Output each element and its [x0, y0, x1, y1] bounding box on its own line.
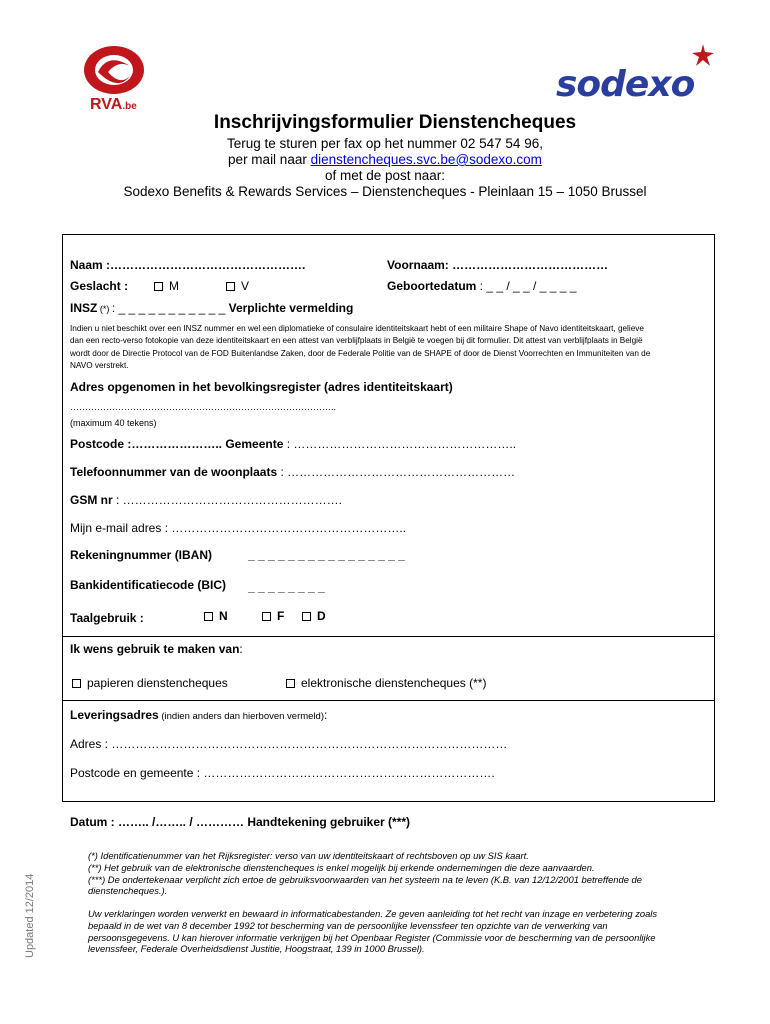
privacy-notice: Uw verklaringen worden verwerkt en bewaard in informaticabestanden. Ze geven aanleiding tot het recht van inzage en verbetering zoals bepaald in de wet van 8 december 1992 tot bescherming van de persoonlijke levenssfeer ten opzichte van de verwerking van persoonsgegevens. U kan hierover informatie verkrijgen bij het Openbaar Register (Commissie voor de bescherming van de persoonlijke levenssfeer, Federale Overheidsdienst Justitie, Hoogstraat, 139 in 1000 Brussel).	[88, 908, 658, 955]
datum-handtekening-field[interactable]: Datum : …….. /…….. / ………… Handtekening gebruiker (***)	[70, 815, 411, 829]
geboortedatum-field[interactable]: Geboortedatum : _ _ / _ _ / _ _ _ _	[387, 279, 577, 293]
header-line-fax: Terug te sturen per fax op het nummer 02 547 54 96,	[227, 136, 543, 151]
rva-swirl-icon	[78, 42, 158, 102]
gebruik-title: Ik wens gebruik te maken van:	[70, 642, 243, 656]
geslacht-label: Geslacht :	[70, 279, 129, 293]
header-line-address: Sodexo Benefits & Rewards Services – Dienstencheques - Pleinlaan 15 – 1050 Brussel	[123, 184, 647, 199]
checkbox-icon[interactable]	[286, 679, 295, 688]
iban-label: Rekeningnummer (IBAN)	[70, 548, 213, 562]
geslacht-v-option[interactable]: V	[226, 279, 249, 293]
header-line-mail: per mail naar dienstencheques.svc.be@sodexo.com	[228, 152, 542, 167]
elektronisch-option[interactable]: elektronische dienstencheques (**)	[286, 676, 486, 690]
page-title: Inschrijvingsformulier Dienstencheques	[213, 112, 577, 133]
iban-field[interactable]: _ _ _ _ _ _ _ _ _ _ _ _ _ _ _ _	[248, 548, 405, 562]
footnote-2: (**) Het gebruik van de elektronische dienstencheques is enkel mogelijk bij erkende ondernemingen die deze aanvaarden.	[88, 861, 595, 873]
levering-postcode-field[interactable]: Postcode en gemeente : ……………………………………………………………….	[70, 766, 495, 780]
rva-label: RVA.be	[90, 96, 137, 113]
adres-max-note: (maximum 40 tekens)	[70, 418, 157, 428]
header-line-post: of met de post naar:	[324, 168, 446, 183]
footnote-1: (*) Identificatienummer van het Rijksregister: verso van uw identiteitskaart of rechtsboven op uw SIS kaart.	[88, 850, 529, 861]
footnote-3: (***) De ondertekenaar verplicht zich ertoe de gebruiksvoorwaarden van het systeem na te leven (K.B. van 12/12/2001 betreffende de dienstencheques.).	[88, 873, 642, 897]
divider	[62, 700, 715, 701]
checkbox-icon[interactable]	[154, 282, 163, 291]
telefoon-field[interactable]: Telefoonnummer van de woonplaats : …………………………………………………	[70, 465, 516, 479]
checkbox-icon[interactable]	[226, 282, 235, 291]
gsm-field[interactable]: GSM nr : ……………………………………………….	[70, 493, 343, 507]
adres-title: Adres opgenomen in het bevolkingsregister (adres identiteitskaart)	[70, 380, 453, 394]
taal-f-option[interactable]: F	[262, 609, 284, 623]
checkbox-icon[interactable]	[262, 612, 271, 621]
bic-label: Bankidentificatiecode (BIC)	[70, 578, 227, 592]
checkbox-icon[interactable]	[72, 679, 81, 688]
rva-logo	[78, 42, 158, 114]
adres-field[interactable]: ……………………………………………………………………………..	[70, 402, 337, 412]
taal-d-option[interactable]: D	[302, 609, 326, 623]
papier-option[interactable]: papieren dienstencheques	[72, 676, 228, 690]
sodexo-wordmark: sodexo	[556, 64, 695, 105]
levering-adres-field[interactable]: Adres : ………………………………………………………………………………………	[70, 737, 508, 751]
levering-title: Leveringsadres (indien anders dan hierboven vermeld):	[70, 708, 328, 722]
checkbox-icon[interactable]	[302, 612, 311, 621]
postcode-gemeente-field[interactable]: Postcode :………………….. Gemeente : ………………………………………………..	[70, 437, 517, 451]
bic-field[interactable]: _ _ _ _ _ _ _ _	[248, 580, 325, 594]
taal-label: Taalgebruik :	[70, 611, 144, 625]
insz-field[interactable]: INSZ (*) : _ _ _ _ _ _ _ _ _ _ _ Verplichte vermelding	[70, 301, 354, 315]
voornaam-field[interactable]: Voornaam: …………………………………	[387, 258, 609, 272]
geslacht-m-option[interactable]: M	[154, 279, 179, 293]
insz-note: Indien u niet beschikt over een INSZ nummer en wel een diplomatieke of consulaire identiteitskaart hebt of een militaire Shape of Navo identiteitskaart, gelieve dan een recto-verso fotokopie van deze identiteitskaart en een attest van verblijfplaats in België te voegen bij dit formulier. Dit attest van verblijfplaats in België wordt door de Directie Protocol van de FOD Buitenlandse Zaken, door de Federale Politie van de SHAPE of door de Dienst Voorrechten en Immuniteiten van de NAVO verstrekt.	[70, 324, 651, 371]
divider	[62, 636, 715, 637]
email-link[interactable]: dienstencheques.svc.be@sodexo.com	[310, 152, 542, 167]
updated-label: Updated 12/2014	[24, 873, 36, 958]
header	[0, 112, 770, 200]
sodexo-logo	[556, 44, 726, 104]
star-icon	[692, 44, 714, 66]
email-field[interactable]: Mijn e-mail adres : …………………………………………………..	[70, 521, 407, 535]
naam-field[interactable]: Naam :………………………………………….	[70, 258, 306, 272]
checkbox-icon[interactable]	[204, 612, 213, 621]
footnotes	[88, 850, 688, 897]
taal-n-option[interactable]: N	[204, 609, 228, 623]
